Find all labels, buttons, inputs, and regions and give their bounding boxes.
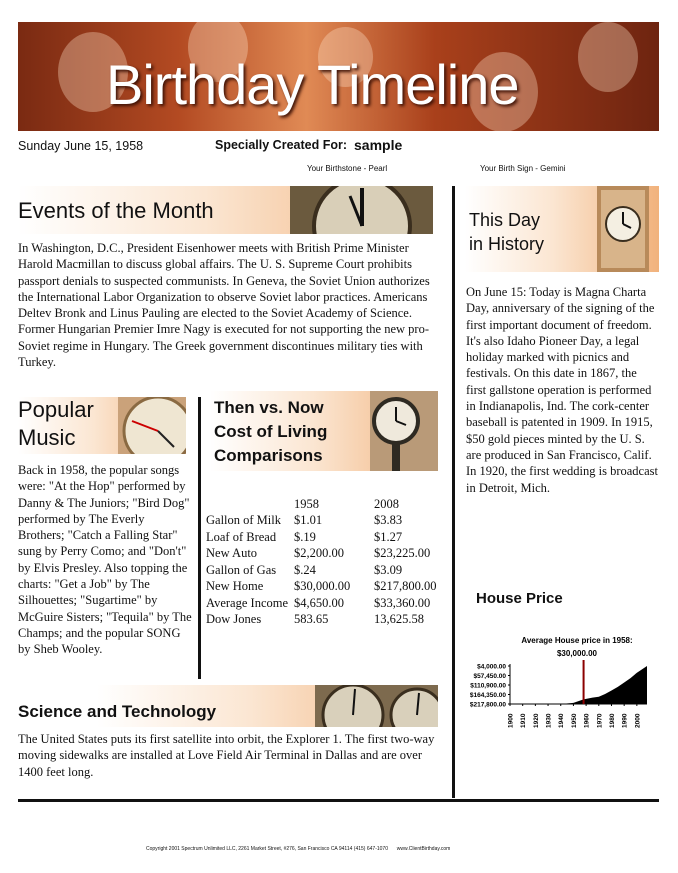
chart-x-tick-label: 1970 bbox=[596, 713, 604, 728]
bottom-rule bbox=[18, 799, 659, 802]
table-row: Gallon of Milk $1.01 $3.83 bbox=[206, 513, 403, 528]
chart-x-tick-label: 1920 bbox=[532, 713, 540, 728]
chart-x-tick-label: 1900 bbox=[507, 713, 515, 728]
street-clock-icon bbox=[370, 391, 438, 471]
table-row: Average Income $4,650.00 $33,360.00 bbox=[206, 595, 431, 610]
cost-title: Then vs. Now Cost of Living Comparisons bbox=[214, 398, 328, 465]
this-day-text: On June 15: Today is Magna Charta Day, anniversary of the signing of the first important document of freedom. It's also Idaho Pioneer Day, a legal holiday marked with picnics and festivals. On this date in 1867, the first gallstone operation is performed in Indianapolis, Ind. The cork-center baseball is patented in 1909. In 1915, $50 gold pieces minted by the U. S. are produced in San Francisco, Calif. In 1920, the first wedding is broadcast in Detroit, Mich. bbox=[466, 285, 658, 495]
table-row: Gallon of Gas $.24 $3.09 bbox=[206, 562, 403, 577]
table-row: Loaf of Bread $.19 $1.27 bbox=[206, 529, 403, 544]
chart-area bbox=[510, 666, 647, 704]
birthstone: Your Birthstone - Pearl bbox=[307, 164, 388, 173]
big-ben-icon bbox=[587, 186, 659, 272]
banner-title: Birthday Timeline bbox=[106, 53, 519, 116]
col-now: 2008 bbox=[374, 496, 399, 511]
birth-date: Sunday June 15, 1958 bbox=[18, 139, 144, 153]
col-then: 1958 bbox=[294, 496, 319, 511]
music-title: Popular Music bbox=[18, 397, 94, 450]
chart-x-tick-label: 1980 bbox=[608, 713, 616, 728]
house-price-title: House Price bbox=[476, 590, 563, 607]
chart-x-tick-label: 1930 bbox=[545, 713, 553, 728]
chart-title: Average House price in 1958: bbox=[521, 636, 633, 645]
chart-x-tick-label: 1990 bbox=[621, 713, 629, 728]
birth-sign: Your Birth Sign - Gemini bbox=[480, 164, 566, 173]
chart-y-tick-label: $110,900.00 bbox=[470, 682, 506, 690]
science-title: Science and Technology bbox=[18, 702, 217, 721]
footer-url[interactable]: www.ClientBirthday.com bbox=[396, 846, 451, 852]
cost-table bbox=[206, 496, 439, 628]
table-row: Dow Jones 583.65 13,625.58 bbox=[206, 612, 424, 627]
music-text: Back in 1958, the popular songs were: "At the Hop" performed by Danny & The Juniors; "Bird Dog" performed by The Everly Brothers; "Catch a Falling Star" sung by Perry Como; and "Don't" by Elvis Presley. Also topping the charts: "Get a Job" by The Silhouettes; "Sugartime" by McGuire Sisters; "Tequila" by The Champs; and the popular SONG by Sheb Wooley. bbox=[18, 463, 192, 657]
footer-copyright: Copyright 2001 Spectrum Unlimited LLC, 2261 Market Street, #276, San Francisco CA 94114 (415) 647-1070 bbox=[146, 846, 388, 852]
chart-x-tick-label: 1940 bbox=[558, 713, 566, 728]
events-text: In Washington, D.C., President Eisenhower meets with British Prime Minister Harold Macmillan to discuss global affairs. The U. S. Supreme Court prohibits passport denials to suspected communists. In Geneva, the Soviet Union authorizes the International Labor Organization to observe Soviet labor practices. Americans Deltev Bronk and Linus Pauling are elected to the Soviet Academy of Science. Former Hungarian Premier Imre Nagy is executed for not supporting the new pro-Soviet regime in Hungary. The Greek government discontinues military ties with Turkey. bbox=[18, 241, 430, 370]
clock-icon bbox=[315, 685, 438, 727]
chart-y-tick-label: $217,800.00 bbox=[469, 701, 506, 709]
chart-x-tick-label: 1950 bbox=[570, 713, 578, 728]
banner bbox=[18, 22, 659, 131]
this-day-title: This Day in History bbox=[469, 210, 545, 254]
table-row: New Auto $2,200.00 $23,225.00 bbox=[206, 546, 431, 561]
music-divider bbox=[198, 397, 201, 679]
chart-y-tick-label: $4,000.00 bbox=[477, 663, 506, 671]
chart-x-tick-label: 1960 bbox=[583, 713, 591, 728]
chart-subtitle: $30,000.00 bbox=[556, 649, 598, 658]
clock-icon bbox=[118, 397, 186, 454]
science-text: The United States puts its first satellite into orbit, the Explorer 1. The first two-way moving sidewalks are installed at Love Field Air Terminal in Dallas and are over 1400 feet long. bbox=[18, 732, 435, 779]
house-price-chart bbox=[455, 630, 660, 730]
cost-table-header bbox=[206, 496, 439, 513]
chart-x-tick-label: 2000 bbox=[634, 713, 642, 728]
chart-y-tick-label: $164,350.00 bbox=[469, 692, 506, 699]
chart-x-tick-label: 1910 bbox=[520, 713, 528, 728]
created-for-name: sample bbox=[354, 137, 403, 153]
table-row: New Home $30,000.00 $217,800.00 bbox=[206, 579, 437, 594]
created-for-label: Specially Created For: bbox=[215, 138, 347, 152]
clock-icon bbox=[290, 186, 433, 234]
events-title: Events of the Month bbox=[18, 198, 214, 223]
footer bbox=[146, 846, 450, 852]
chart-y-tick-label: $57,450.00 bbox=[473, 673, 506, 680]
